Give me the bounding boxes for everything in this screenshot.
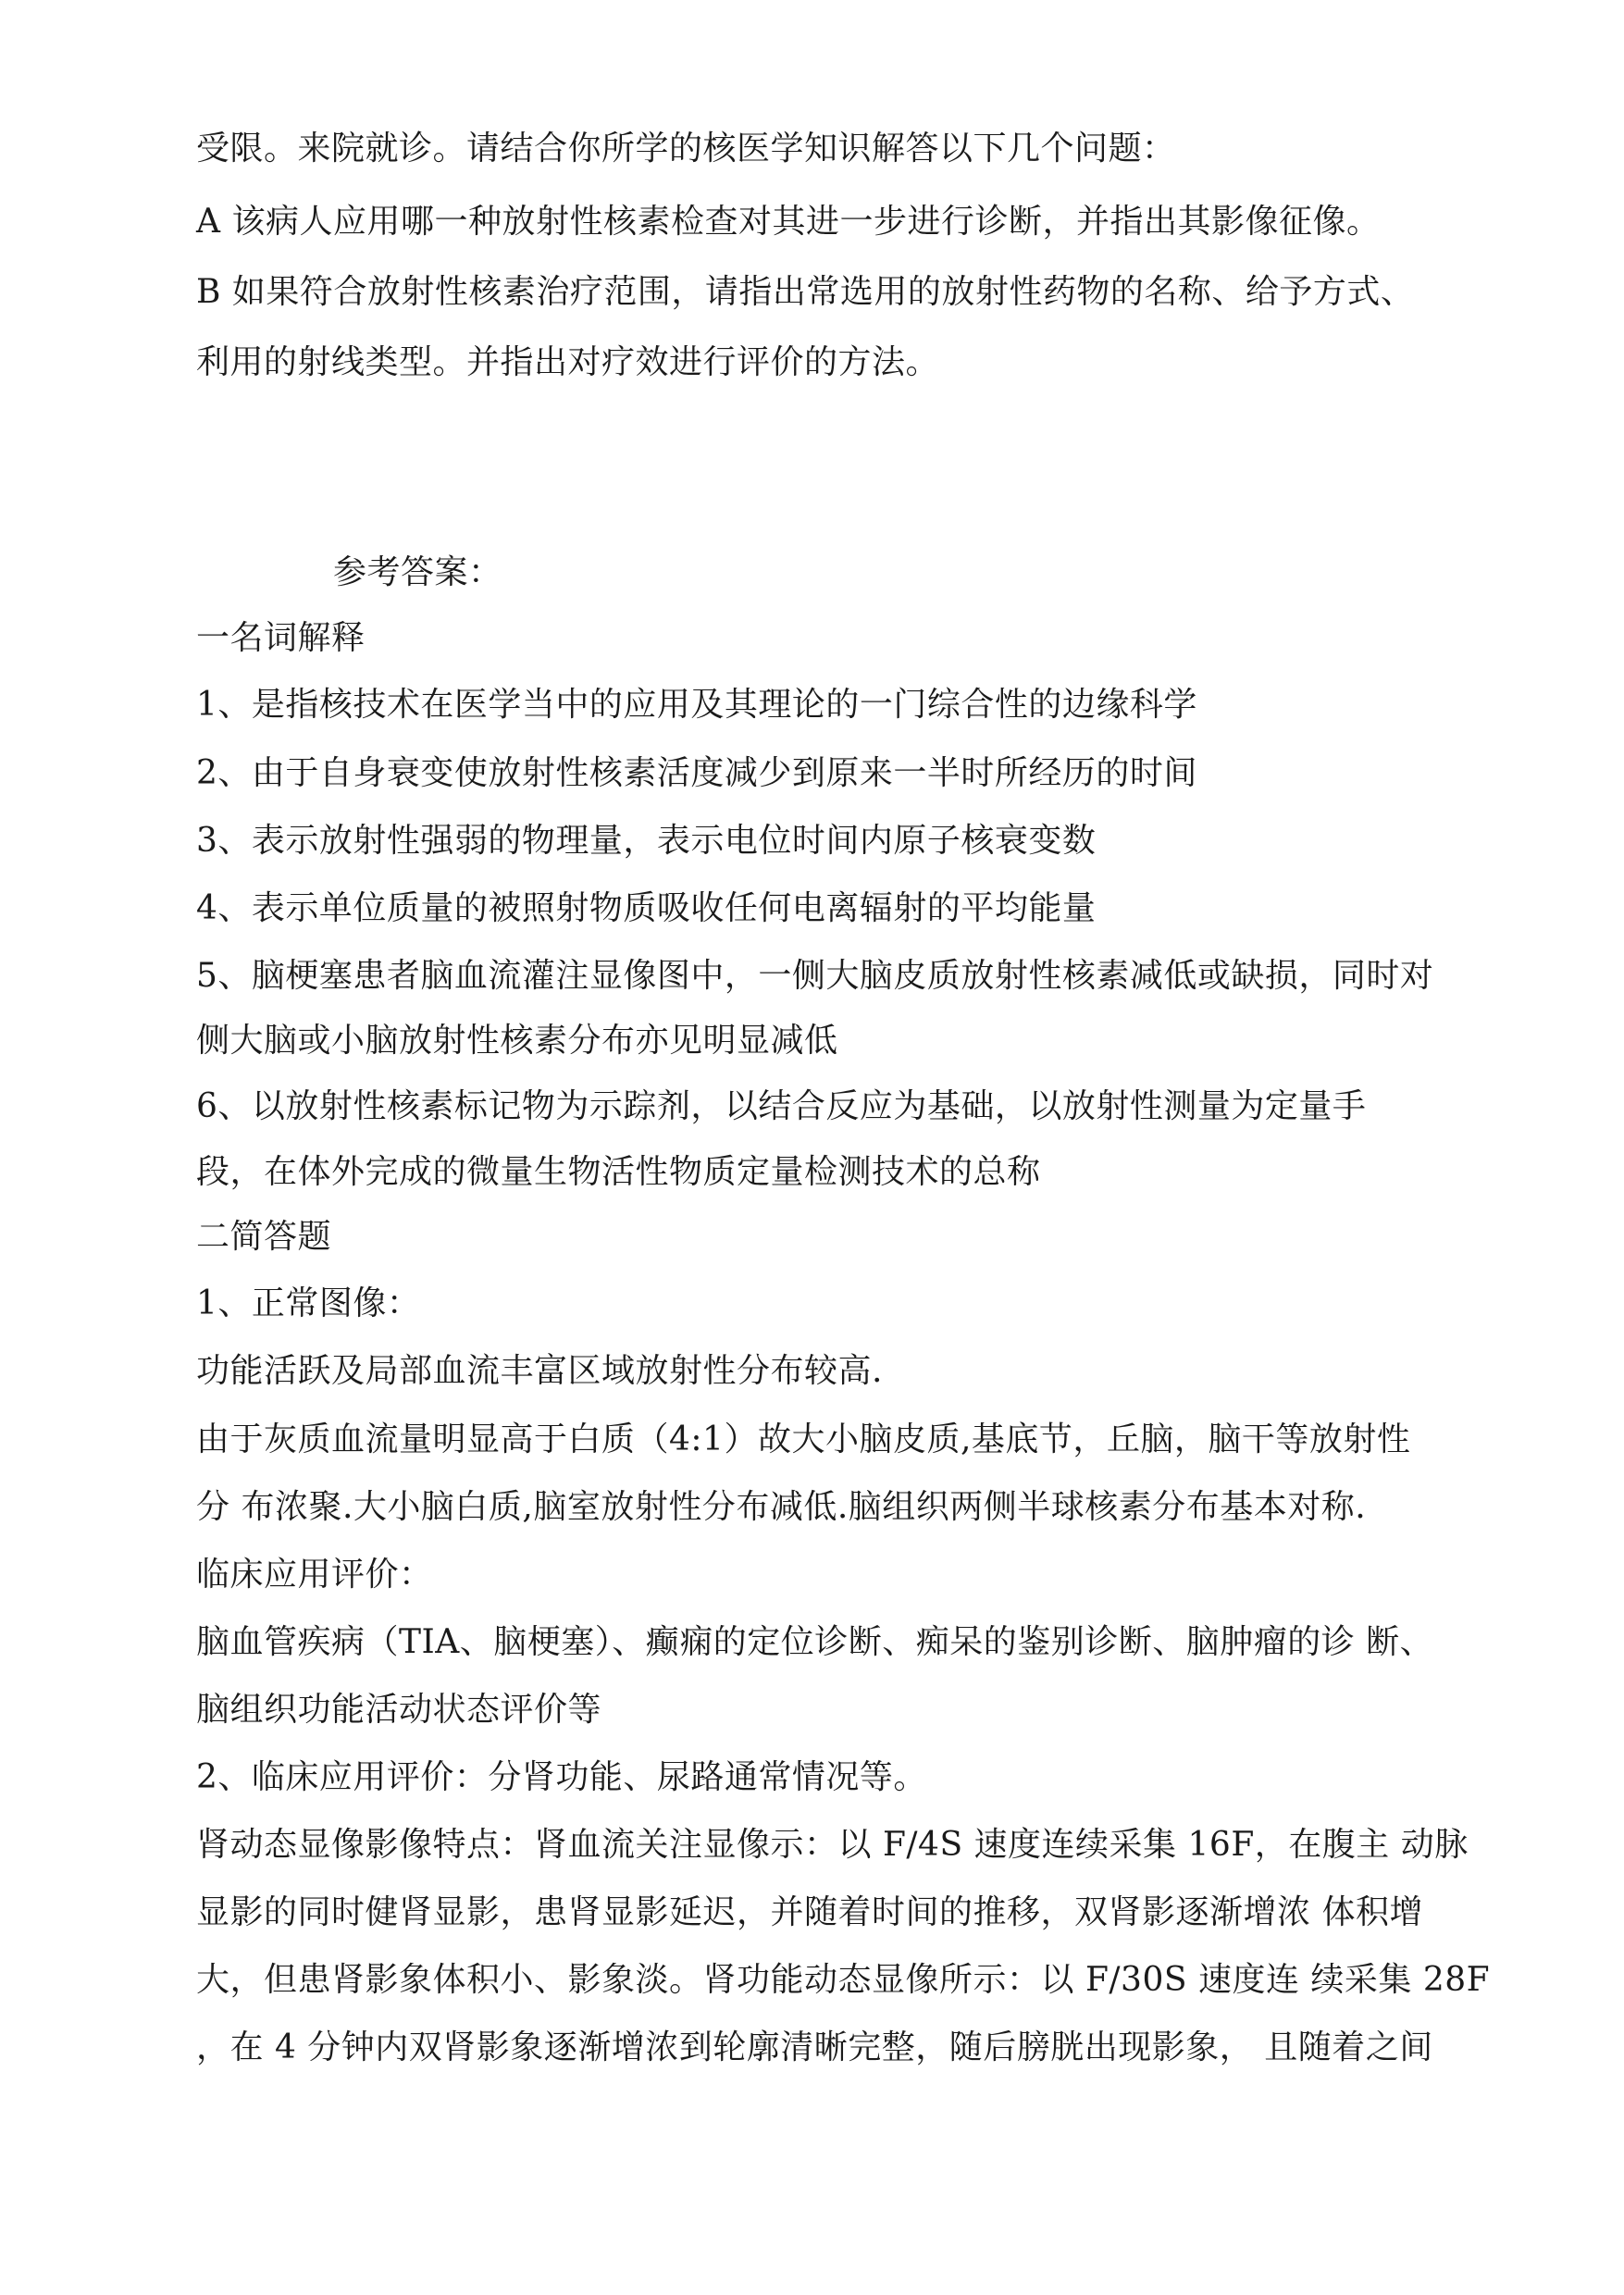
definition-item-continued: 侧大脑或小脑放射性核素分布亦见明显减低 xyxy=(196,1022,838,1060)
answer-line: 2、临床应用评价：分肾功能、尿路通常情况等。 xyxy=(196,1758,927,1796)
answer-line: 显影的同时健肾显影，患肾显影延迟，并随着时间的推移，双肾影逐渐增浓 体积增 xyxy=(196,1893,1423,1931)
definition-item: 4、表示单位质量的被照射物质吸收任何电离辐射的平均能量 xyxy=(196,889,1097,927)
answer-line: 临床应用评价： xyxy=(196,1556,433,1594)
section-title-short-answer: 二简答题 xyxy=(196,1218,332,1256)
section-title-definitions: 一名词解释 xyxy=(196,619,366,657)
answer-heading: 参考答案： xyxy=(333,553,502,591)
answer-line: ，在 4 分钟内双肾影象逐渐增浓到轮廓清晰完整，随后膀胱出现影象， 且随着之间 xyxy=(196,2028,1433,2066)
definition-item: 1、是指核技术在医学当中的应用及其理论的一门综合性的边缘科学 xyxy=(196,686,1197,724)
definition-item-continued: 段，在体外完成的微量生物活性物质定量检测技术的总称 xyxy=(196,1153,1041,1191)
definition-item: 2、由于自身衰变使放射性核素活度减少到原来一半时所经历的时间 xyxy=(196,754,1197,792)
answer-line: 分 布浓聚.大小脑白质,脑室放射性分布减低.脑组织两侧半球核素分布基本对称. xyxy=(196,1488,1367,1526)
answer-line: 由于灰质血流量明显高于白质（4:1）故大小脑皮质,基底节，丘脑，脑干等放射性 xyxy=(196,1420,1411,1458)
answer-line: 肾动态显像影像特点：肾血流关注显像示：以 F/4S 速度连续采集 16F，在腹主 动脉 xyxy=(196,1826,1469,1864)
question-text-line: 利用的射线类型。并指出对疗效进行评价的方法。 xyxy=(196,343,940,381)
definition-item: 3、表示放射性强弱的物理量，表示电位时间内原子核衰变数 xyxy=(196,822,1097,860)
question-text-line: 受限。来院就诊。请结合你所学的核医学知识解答以下几个问题： xyxy=(196,130,1176,167)
answer-line: 脑组织功能活动状态评价等 xyxy=(196,1691,602,1729)
answer-line: 功能活跃及局部血流丰富区域放射性分布较高. xyxy=(196,1352,883,1390)
answer-line: 脑血管疾病（TIA、脑梗塞）、癫痫的定位诊断、痴呆的鉴别诊断、脑肿瘤的诊 断、 xyxy=(196,1623,1434,1661)
definition-item: 6、以放射性核素标记物为示踪剂，以结合反应为基础，以放射性测量为定量手 xyxy=(196,1087,1367,1125)
question-option-b: B 如果符合放射性核素治疗范围，请指出常选用的放射性药物的名称、给予方式、 xyxy=(196,273,1415,311)
answer-line: 大，但患肾影象体积小、影象淡。肾功能动态显像所示：以 F/30S 速度连 续采集 28F xyxy=(196,1961,1491,1999)
answer-line: 1、正常图像： xyxy=(196,1284,421,1322)
definition-item: 5、脑梗塞患者脑血流灌注显像图中，一侧大脑皮质放射性核素减低或缺损，同时对 xyxy=(196,957,1434,995)
question-option-a: A 该病人应用哪一种放射性核素检查对其进一步进行诊断，并指出其影像征像。 xyxy=(196,203,1381,241)
